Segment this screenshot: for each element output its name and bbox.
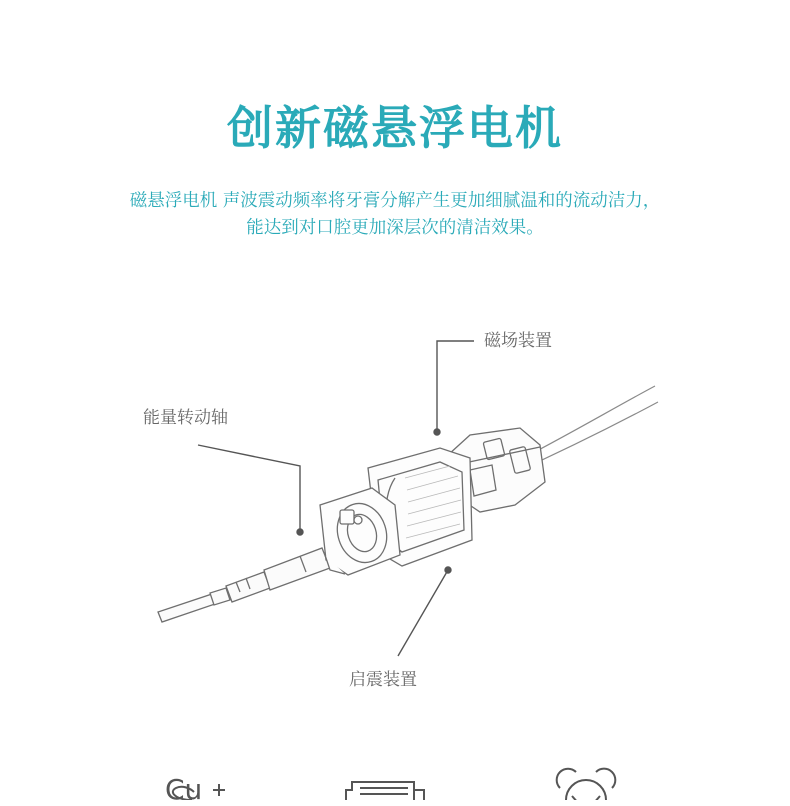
- motor-icon: [346, 782, 424, 800]
- callout-magnetic-field: 磁场装置: [484, 331, 552, 351]
- rotating-shaft: [158, 548, 330, 622]
- description-line-1: 磁悬浮电机 声波震动频率将牙膏分解产生更加细腻温和的流动洁力，: [129, 191, 661, 211]
- page-title: 创新磁悬浮电机: [227, 101, 563, 155]
- cu-ion-label: Cu: [165, 773, 203, 806]
- callout-vibration-starter: 启震装置: [349, 670, 417, 690]
- callout-rotating-shaft: 能量转动轴: [143, 408, 228, 428]
- alarm-clock-icon: [557, 769, 616, 800]
- motor-front-cap: [320, 488, 400, 575]
- description-line-2: 能达到对口腔更加深层次的清洁效果。: [246, 218, 544, 238]
